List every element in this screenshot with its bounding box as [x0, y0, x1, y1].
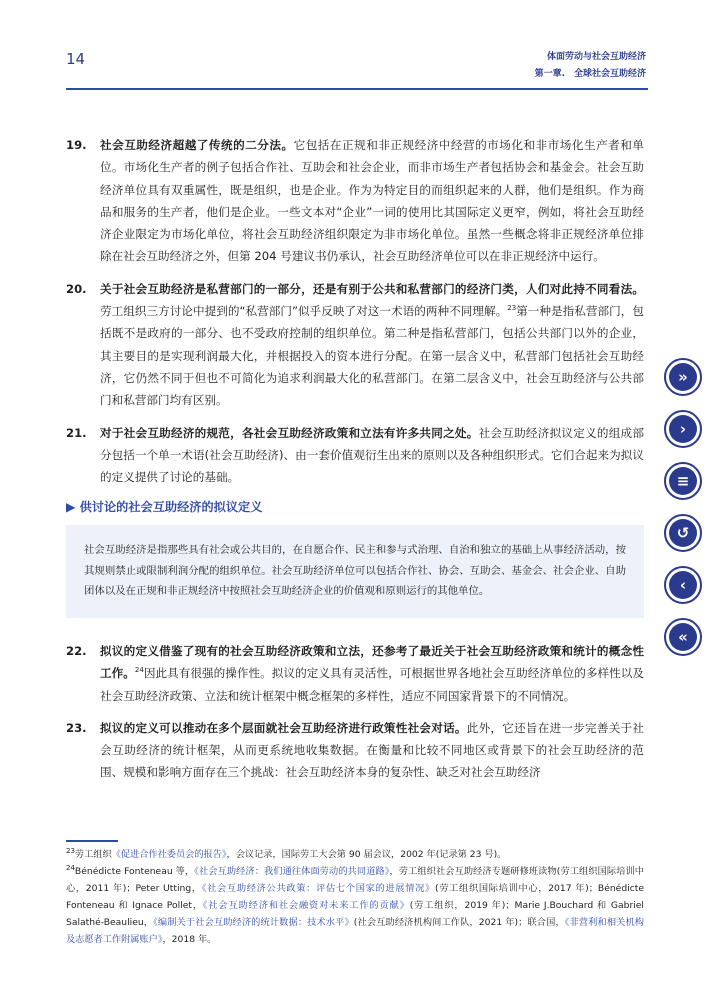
footnote-23: [66, 846, 644, 863]
footnote-text: ，会议记录，国际劳工大会第 90 届会议，2002 年(记录第 23 号)。: [226, 849, 507, 860]
footnote-text: (社会互助经济机构间工作队，2021 年)；联合国，: [353, 917, 565, 928]
running-chapter: 第一章. 全球社会互助经济: [534, 69, 646, 79]
paragraph-lead: 关于社会互助经济是私营部门的一部分，还是有别于公共和私营部门的经济门类，人们对此持不同看法。: [100, 281, 644, 296]
paragraph-21: [66, 422, 644, 489]
footnote-ref-23[interactable]: 23: [507, 304, 517, 313]
page-number: 14: [66, 50, 86, 68]
paragraph-23: [66, 717, 644, 784]
next-page-button[interactable]: [664, 410, 702, 448]
contents-button[interactable]: [664, 462, 702, 500]
footnote-rule: [66, 840, 118, 842]
footnote-ref-24[interactable]: 24: [134, 666, 144, 675]
last-page-button[interactable]: [664, 618, 702, 656]
paragraph-number: 23.: [66, 720, 87, 735]
paragraph-22: [66, 640, 644, 707]
paragraph-20: [66, 278, 644, 412]
header-rule: [66, 88, 648, 90]
footnote-title-link[interactable]: 《社会互助经济：我们通往体面劳动的共同道路》: [194, 866, 390, 877]
running-title: 体面劳动与社会互助经济: [546, 52, 646, 62]
paragraph-number: 20.: [66, 281, 87, 296]
running-header: [535, 49, 646, 83]
chevron-right-icon: ›: [669, 415, 697, 443]
footnote-24: [66, 863, 644, 948]
paragraph-number: 21.: [66, 425, 87, 440]
footnote-text: Bénédicte Fonteneau 等，: [74, 866, 195, 877]
footnotes: [66, 846, 644, 948]
paragraph-lead: 对于社会互助经济的规范，各社会互助经济政策和立法有许多共同之处。: [100, 425, 479, 440]
first-page-button[interactable]: [664, 358, 702, 396]
footnote-title-link[interactable]: 《促进合作社委员会的报告》: [111, 849, 227, 860]
paragraph-number: 22.: [66, 643, 87, 658]
double-chevron-right-icon: »: [669, 363, 697, 391]
paragraph-19: [66, 134, 644, 268]
paragraph-text: 社会互助经济拟议定义的组成部分包括一个单一术语(社会互助经济)、由一套价值观衍生出来的原则以及各种组织形式。它们合起来为拟议的定义提供了讨论的基础。: [100, 425, 644, 485]
paragraph-text: 此外，它还旨在进一步完善关于社会互助经济的统计框架，从而更系统地收集数据。在衡量和比较不同地区或背景下的社会互助经济的范围、规模和影响方面存在三个挑战：社会互助经济本身的复杂性、缺乏对社会互助经济: [100, 720, 644, 780]
list-menu-icon: ≡: [669, 467, 697, 495]
footnote-title-link[interactable]: 《社会互助经济和社会融资对未来工作的贡献》: [202, 900, 410, 911]
paragraph-lead: 拟议的定义可以推动在多个层面就社会互助经济进行政策性社会对话。: [100, 720, 467, 735]
paragraph-text: 它包括在正规和非正规经济中经营的市场化和非市场化生产者和单位。市场化生产者的例子包括合作社、互助会和社会企业，而非市场生产者包括协会和基金会。社会互助经济单位具有双重属性，既是组织，也是企业。作为为特定目的而组织起来的人群，他们是组织。作为商品和服务的生产者，他们是企业。一些文本对“企业”一词的使用比其国际定义更窄，例如，将社会互助经济企业限定为市场化单位，将社会互助经济组织限定为非市场化单位。虽然一些概念将非正规经济单位排除在社会互助经济之外，但第 204 号建议书仍承认，社会互助经济单位可以在非正规经济中运行。: [100, 138, 644, 264]
chevron-left-icon: ‹: [669, 571, 697, 599]
paragraph-text: 因此具有很强的操作性。拟议的定义具有灵活性，可根据世界各地社会互助经济单位的多样性以及社会互助经济政策、立法和统计框架中概念框架的多样性，适应不同国家背景下的不同情况。: [100, 666, 644, 703]
footnote-text: (劳工组织，2019 年)；Marie J.Bouchard 和 Gabriel Salathé-Beaulieu，: [66, 900, 644, 928]
main-text: [66, 134, 644, 794]
footnote-title-link[interactable]: 《社会互助经济公共政策：评估七个国家的进展情况》: [201, 883, 435, 894]
footnote-text: 劳工组织: [74, 849, 112, 860]
paragraph-text-cont: 第一种是指私营部门，包括既不是政府的一部分、也不受政府控制的组织单位。第二种是指私营部门，包括公共部门以外的企业，其主要目的是实现利润最大化，并根据投入的资本进行分配。在第一层含义中，私营部门包括社会互助经济，它仍然不同于但也不可简化为追求利润最大化的私营部门。在第二层含义中，社会互助经济与公共部门和私营部门均有区别。: [100, 304, 644, 408]
footnote-title-link[interactable]: 《编制关于社会互助经济的统计数据：技术水平》: [153, 917, 354, 928]
back-button[interactable]: [664, 514, 702, 552]
previous-page-button[interactable]: [664, 566, 702, 604]
footnote-text: ，劳工组织社会互助经济专题研修班读物(劳工组织国际培训中心，2011 年)；Peter Utting，: [66, 866, 644, 894]
paragraph-lead: 社会互助经济超越了传统的二分法。: [100, 138, 294, 152]
footnote-text: (劳工组织国际培训中心，2017 年)；Bénédicte Fonteneau 和 Ignace Pollet，: [66, 883, 645, 911]
double-chevron-left-icon: «: [669, 623, 697, 651]
definition-box: 社会互助经济是指那些具有社会或公共目的，在自愿合作、民主和参与式治理、自治和独立的基础上从事经济活动，按其规则禁止或限制利润分配的组织单位。社会互助经济单位可以包括合作社、协会、互助会、基金会、社会企业、自助团体以及在正规和非正规经济中按照社会互助经济企业的价值观和原则运行的其他单位。: [66, 525, 644, 618]
footnote-title-link[interactable]: 《非营利和相关机构及志愿者工作附属账户》: [66, 917, 644, 945]
paragraph-text: 劳工组织三方讨论中提到的“私营部门”似乎反映了对这一术语的两种不同理解。: [100, 304, 508, 319]
return-arrow-icon: ↺: [669, 519, 697, 547]
definition-box-title: ▶ 供讨论的社会互助经济的拟议定义: [66, 500, 263, 515]
footnote-mark: 23: [66, 846, 75, 855]
footnote-mark: 24: [66, 863, 75, 872]
footnote-text: ，2018 年。: [162, 934, 217, 945]
paragraph-number: 19.: [66, 138, 87, 152]
paragraph-lead: 拟议的定义借鉴了现有的社会互助经济政策和立法，还参考了最近关于社会互助经济政策和统计的概念性工作。: [100, 643, 644, 681]
